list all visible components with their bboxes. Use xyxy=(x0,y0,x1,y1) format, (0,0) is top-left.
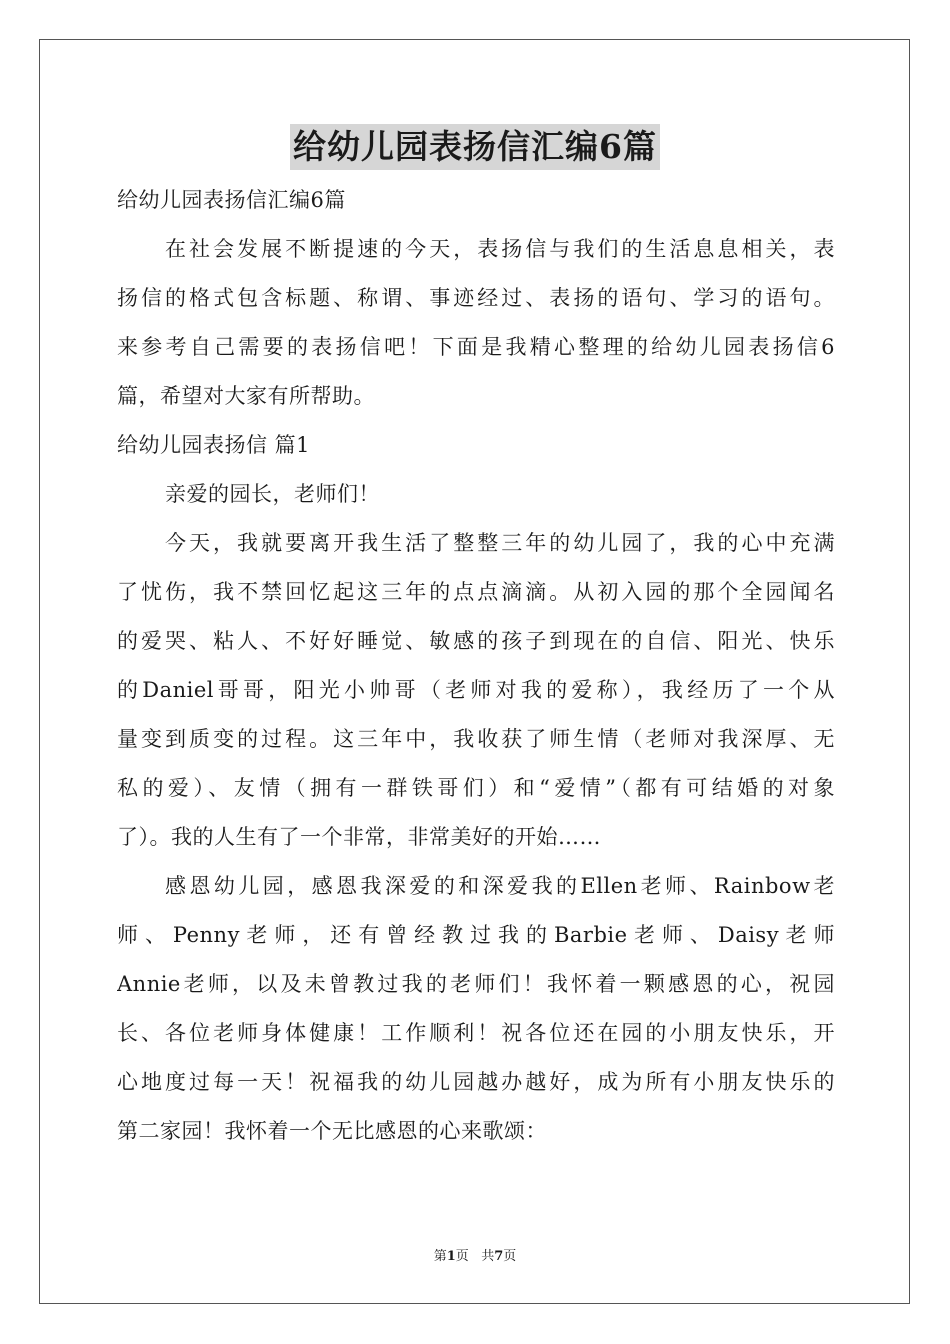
document-title: 给幼儿园表扬信汇编6篇 xyxy=(290,124,660,170)
body-line: 感恩幼儿园，感恩我深爱的和深爱我的Ellen老师、Rainbow老 xyxy=(165,874,835,898)
body-line: 篇，希望对大家有所帮助。 xyxy=(117,384,375,408)
page-footer xyxy=(0,1248,950,1266)
body-line: 在社会发展不断提速的今天，表扬信与我们的生活息息相关，表 xyxy=(165,237,835,261)
page-prefix: 第 xyxy=(433,1249,447,1264)
document-body xyxy=(117,176,835,1156)
body-line: 量变到质变的过程。这三年中，我收获了师生情（老师对我深厚、无 xyxy=(117,727,835,751)
subtitle-line: 给幼儿园表扬信汇编6篇 xyxy=(117,188,346,212)
body-line: 了忧伤，我不禁回忆起这三年的点点滴滴。从初入园的那个全园闻名 xyxy=(117,580,835,604)
page-current: 1 xyxy=(446,1249,456,1264)
body-line: 第二家园！我怀着一个无比感恩的心来歌颂： xyxy=(117,1119,547,1143)
body-line: 扬信的格式包含标题、称谓、事迹经过、表扬的语句、学习的语句。 xyxy=(117,286,835,310)
body-line: 长、各位老师身体健康！工作顺利！祝各位还在园的小朋友快乐，开 xyxy=(117,1021,835,1045)
section-heading: 给幼儿园表扬信 篇1 xyxy=(117,433,311,457)
body-line: 的爱哭、粘人、不好好睡觉、敏感的孩子到现在的自信、阳光、快乐 xyxy=(117,629,835,653)
page-suffix: 页 xyxy=(455,1249,469,1264)
body-line: 心地度过每一天！祝福我的幼儿园越办越好，成为所有小朋友快乐的 xyxy=(117,1070,835,1094)
page-total: 7 xyxy=(494,1249,504,1264)
title-container xyxy=(0,124,950,170)
salutation-line: 亲爱的园长，老师们！ xyxy=(165,482,380,506)
body-line: 了）。我的人生有了一个非常，非常美好的开始…… xyxy=(117,825,601,849)
body-line: 的Daniel哥哥，阳光小帅哥（老师对我的爱称），我经历了一个从 xyxy=(117,678,835,702)
body-line: 来参考自己需要的表扬信吧！下面是我精心整理的给幼儿园表扬信6 xyxy=(117,335,835,359)
body-line: Annie老师，以及未曾教过我的老师们！我怀着一颗感恩的心，祝园 xyxy=(117,972,835,996)
total-suffix: 页 xyxy=(503,1249,517,1264)
body-line: 师、Penny老师，还有曾经教过我的Barbie老师、Daisy老师 xyxy=(117,923,835,947)
body-line: 私的爱）、友情（拥有一群铁哥们）和“爱情”（都有可结婚的对象 xyxy=(117,776,835,800)
body-line: 今天，我就要离开我生活了整整三年的幼儿园了，我的心中充满 xyxy=(165,531,835,555)
total-prefix: 共 xyxy=(481,1249,495,1264)
